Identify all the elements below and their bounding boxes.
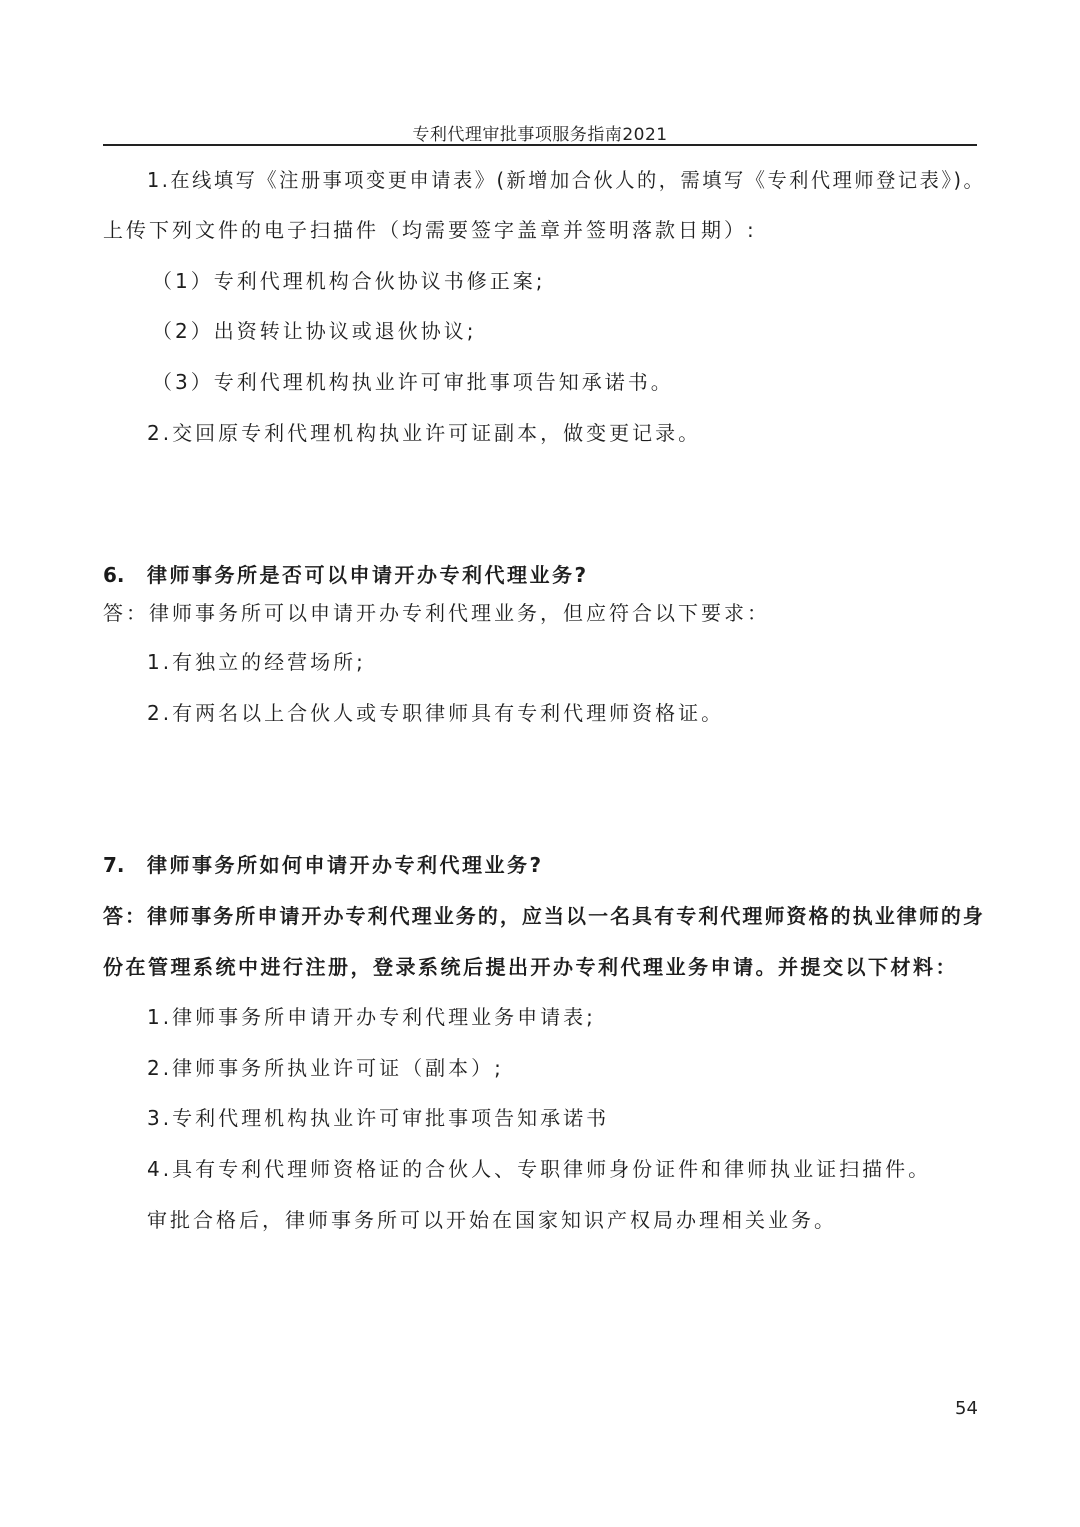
question-7-answer-line-2: 份在管理系统中进行注册，登录系统后提出开办专利代理业务申请。并提交以下材料： — [103, 955, 958, 979]
item-1-online-form: 1.在线填写《注册事项变更申请表》(新增加合伙人的，需填写《专利代理师登记表》)。 — [147, 168, 986, 192]
question-7-answer-line-1: 答：律师事务所申请开办专利代理业务的，应当以一名具有专利代理师资格的执业律师的身 — [103, 904, 985, 928]
page-header-title: 专利代理审批事项服务指南2021 — [412, 125, 668, 145]
question-6-answer: 答：律师事务所可以申请开办专利代理业务，但应符合以下要求： — [103, 601, 770, 625]
question-7-title: 律师事务所如何申请开办专利代理业务? — [147, 853, 544, 877]
question-6-title: 律师事务所是否可以申请开办专利代理业务? — [147, 563, 589, 587]
question-7-item-1: 1.律师事务所申请开办专利代理业务申请表; — [147, 1005, 596, 1029]
item-2-return-license: 2.交回原专利代理机构执业许可证副本，做变更记录。 — [147, 421, 702, 445]
header-divider — [103, 144, 977, 146]
question-7-closing: 审批合格后，律师事务所可以开始在国家知识产权局办理相关业务。 — [147, 1208, 837, 1232]
question-6-item-2: 2.有两名以上合伙人或专职律师具有专利代理师资格证。 — [147, 701, 725, 725]
sub-item-1: （1）专利代理机构合伙协议书修正案; — [152, 269, 546, 293]
item-1-continuation: 上传下列文件的电子扫描件（均需要签字盖章并签明落款日期）: — [103, 218, 757, 242]
sub-item-3: （3）专利代理机构执业许可审批事项告知承诺书。 — [152, 370, 674, 394]
question-7-number: 7. — [103, 853, 125, 877]
question-6-item-1: 1.有独立的经营场所; — [147, 650, 366, 674]
page-number: 54 — [955, 1398, 978, 1419]
question-7-item-2: 2.律师事务所执业许可证（副本）; — [147, 1056, 504, 1080]
question-6-number: 6. — [103, 563, 125, 587]
sub-item-2: （2）出资转让协议或退伙协议; — [152, 319, 477, 343]
question-7-item-3: 3.专利代理机构执业许可审批事项告知承诺书 — [147, 1106, 610, 1130]
question-7-item-4: 4.具有专利代理师资格证的合伙人、专职律师身份证件和律师执业证扫描件。 — [147, 1157, 932, 1181]
